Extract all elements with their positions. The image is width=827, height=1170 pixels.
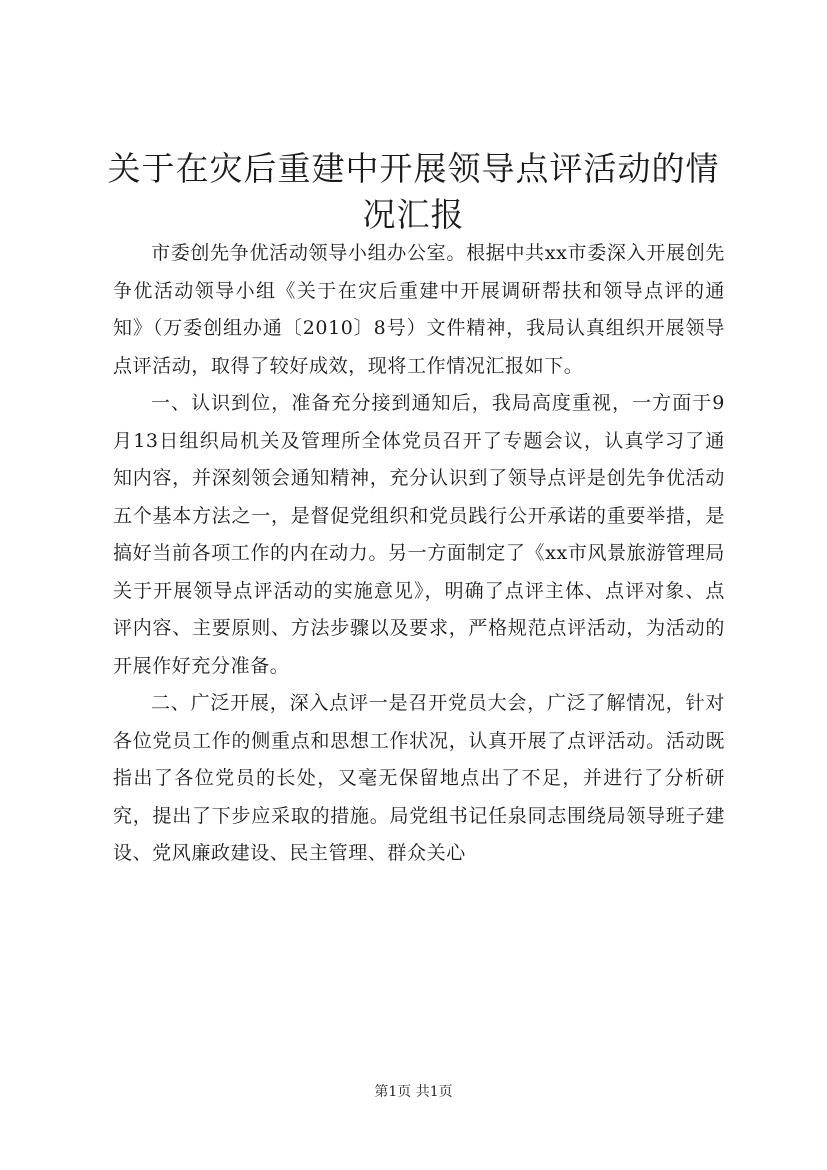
document-title: 关于在灾后重建中开展领导点评活动的情况汇报 (107, 149, 720, 234)
paragraph-section-one: 一、认识到位，准备充分接到通知后，我局高度重视，一方面于9月13日组织局机关及管理所全体党员召开了专题会议，认真学习了通知内容，并深刻领会通知精神，充分认识到了领导点评是创先争优活动五个基本方法之一，是督促党组织和党员践行公开承诺的重要举措，是搞好当前各项工作的内在动力。另一方面制定了《xx市风景旅游管理局关于开展领导点评活动的实施意见》，明确了点评主体、点评对象、点评内容、主要原则、方法步骤以及要求，严格规范点评活动，为活动的开展作好充分准备。 (113, 392, 725, 677)
page-number-label: 第1页 共1页 (374, 1084, 453, 1100)
paragraph-section-two: 二、广泛开展，深入点评一是召开党员大会，广泛了解情况，针对各位党员工作的侧重点和思想工作状况，认真开展了点评活动。活动既指出了各位党员的长处，又毫无保留地点出了不足，并进行了分析研究，提出了下步应采取的措施。局党组书记任泉同志围绕局领导班子建设、党风廉政建设、民主管理、群众关心 (113, 692, 725, 864)
document-body (113, 235, 725, 873)
paragraph-intro: 市委创先争优活动领导小组办公室。根据中共xx市委深入开展创先争优活动领导小组《关于在灾后重建中开展调研帮扶和领导点评的通知》（万委创组办通〔2010〕8号）文件精神，我局认真组织开展领导点评活动，取得了较好成效，现将工作情况汇报如下。 (113, 242, 725, 377)
page-footer (0, 1082, 827, 1102)
